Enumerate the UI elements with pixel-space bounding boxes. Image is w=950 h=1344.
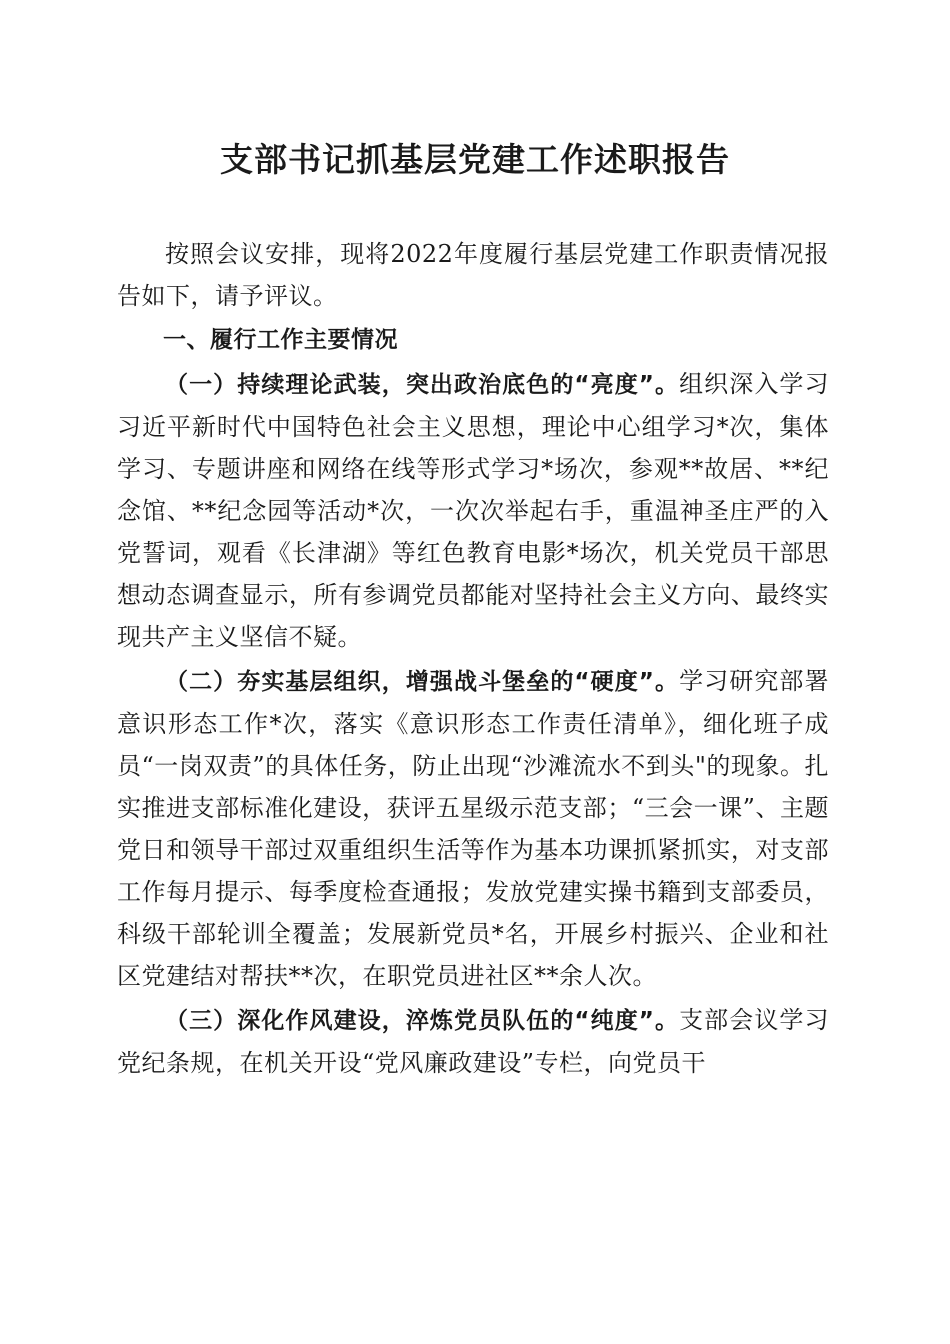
item-lead-1: （一）持续理论武装，突出政治底色的“亮度”。	[165, 372, 680, 398]
section-heading: 一、履行工作主要情况	[163, 327, 398, 353]
item-text-3: 支部会议学习党纪条规，在机关开设“党风廉政建设”专栏，向党员干	[117, 1006, 830, 1077]
item-text-1: 组织深入学习习近平新时代中国特色社会主义思想，理论中心组学习*次，集体学习、专题讲座和网络在线等形式学习*场次，参观**故居、**纪念馆、**纪念园等活动*次，一次次举起右手，重温神圣庄严的入党誓词，观看《长津湖》等红色教育电影*场次，机关党员干部思想动态调查显示，所有参调党员都能对坚持社会主义方向、最终实现共产主义坚信不疑。	[117, 370, 830, 651]
item-text-2: 学习研究部署意识形态工作*次，落实《意识形态工作责任清单》，细化班子成员“一岗双责”的具体任务，防止出现“沙滩流水不到头"的现象。扎实推进支部标准化建设，获评五星级示范支部；“三会一课”、主题党日和领导干部过双重组织生活等作为基本功课抓紧抓实，对支部工作每月提示、每季度检查通报；发放党建实操书籍到支部委员，科级干部轮训全覆盖；发展新党员*名，开展乡村振兴、企业和社区党建结对帮扶**次，在职党员进社区**余人次。	[117, 667, 830, 990]
document-title: 支部书记抓基层党建工作述职报告	[220, 140, 730, 179]
item-paragraph-1	[117, 363, 829, 658]
item-paragraph-2	[117, 660, 829, 997]
item-paragraph-3	[117, 999, 829, 1084]
item-lead-2: （二）夯实基层组织，增强战斗堡垒的“硬度”。	[165, 669, 680, 695]
document-body	[117, 233, 829, 1084]
intro-paragraph: 按照会议安排，现将2022年度履行基层党建工作职责情况报告如下，请予评议。	[117, 240, 829, 310]
item-lead-3: （三）深化作风建设，淬炼党员队伍的“纯度”。	[165, 1008, 680, 1034]
